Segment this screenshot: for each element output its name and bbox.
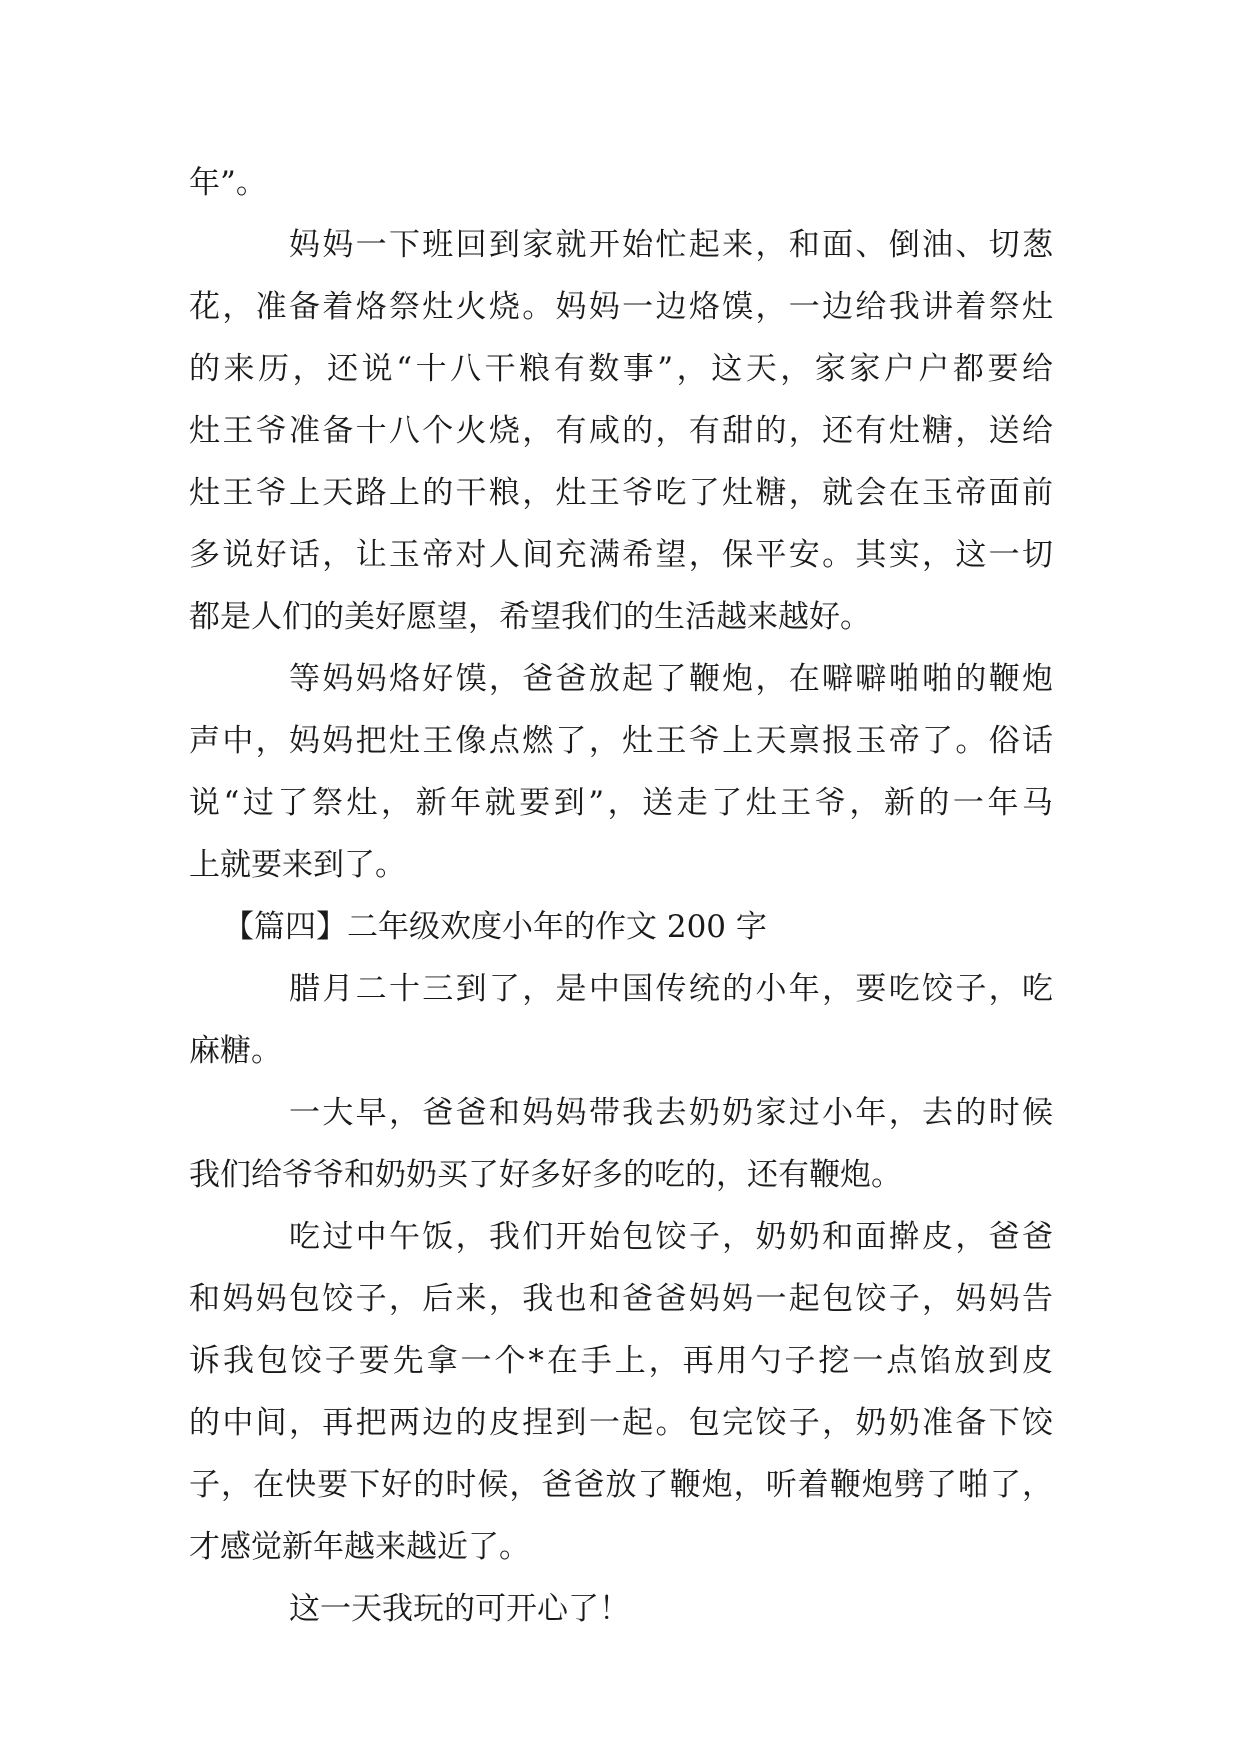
paragraph-line: 吃过中午饭，我们开始包饺子，奶奶和面擀皮，爸爸 <box>289 1219 1053 1255</box>
essay-text <box>189 152 1053 1640</box>
paragraph-line: 多说好话，让玉帝对人间充满希望，保平安。其实，这一切 <box>189 537 1053 573</box>
paragraph-line: 的中间，再把两边的皮捏到一起。包完饺子，奶奶准备下饺 <box>189 1405 1053 1441</box>
paragraph-line: 麻糖。 <box>189 1033 282 1069</box>
paragraph-line: 等妈妈烙好馍，爸爸放起了鞭炮，在噼噼啪啪的鞭炮 <box>289 661 1053 697</box>
paragraph-line: 我们给爷爷和奶奶买了好多好多的吃的，还有鞭炮。 <box>189 1157 902 1193</box>
paragraph-line: 都是人们的美好愿望，希望我们的生活越来越好。 <box>189 599 871 635</box>
paragraph-line: 声中，妈妈把灶王像点燃了，灶王爷上天禀报玉帝了。俗话 <box>189 723 1053 759</box>
paragraph-line: 灶王爷准备十八个火烧，有咸的，有甜的，还有灶糖，送给 <box>189 413 1053 449</box>
paragraph-line: 诉我包饺子要先拿一个*在手上，再用勺子挖一点馅放到皮 <box>189 1343 1053 1379</box>
paragraph-line: 花，准备着烙祭灶火烧。妈妈一边烙馍，一边给我讲着祭灶 <box>189 289 1053 325</box>
section-heading: 【篇四】二年级欢度小年的作文 200 字 <box>223 909 767 945</box>
paragraph-line: 灶王爷上天路上的干粮，灶王爷吃了灶糖，就会在玉帝面前 <box>189 475 1053 511</box>
paragraph-line: 和妈妈包饺子，后来，我也和爸爸妈妈一起包饺子，妈妈告 <box>189 1281 1053 1317</box>
paragraph-line: 年”。 <box>189 165 267 201</box>
paragraph-line: 一大早，爸爸和妈妈带我去奶奶家过小年，去的时候 <box>289 1095 1053 1131</box>
paragraph-line: 才感觉新年越来越近了。 <box>189 1529 530 1565</box>
paragraph-line: 腊月二十三到了，是中国传统的小年，要吃饺子，吃 <box>289 971 1053 1007</box>
paragraph-line: 上就要来到了。 <box>189 847 406 883</box>
paragraph-line: 的来历，还说“十八干粮有数事”，这天，家家户户都要给 <box>189 351 1053 387</box>
paragraph-line: 这一天我玩的可开心了！ <box>289 1591 630 1627</box>
paragraph-line: 说“过了祭灶，新年就要到”，送走了灶王爷，新的一年马 <box>189 785 1053 821</box>
paragraph-line: 子，在快要下好的时候，爸爸放了鞭炮，听着鞭炮劈了啪了， <box>189 1467 1053 1503</box>
paragraph-line: 妈妈一下班回到家就开始忙起来，和面、倒油、切葱 <box>289 227 1053 263</box>
